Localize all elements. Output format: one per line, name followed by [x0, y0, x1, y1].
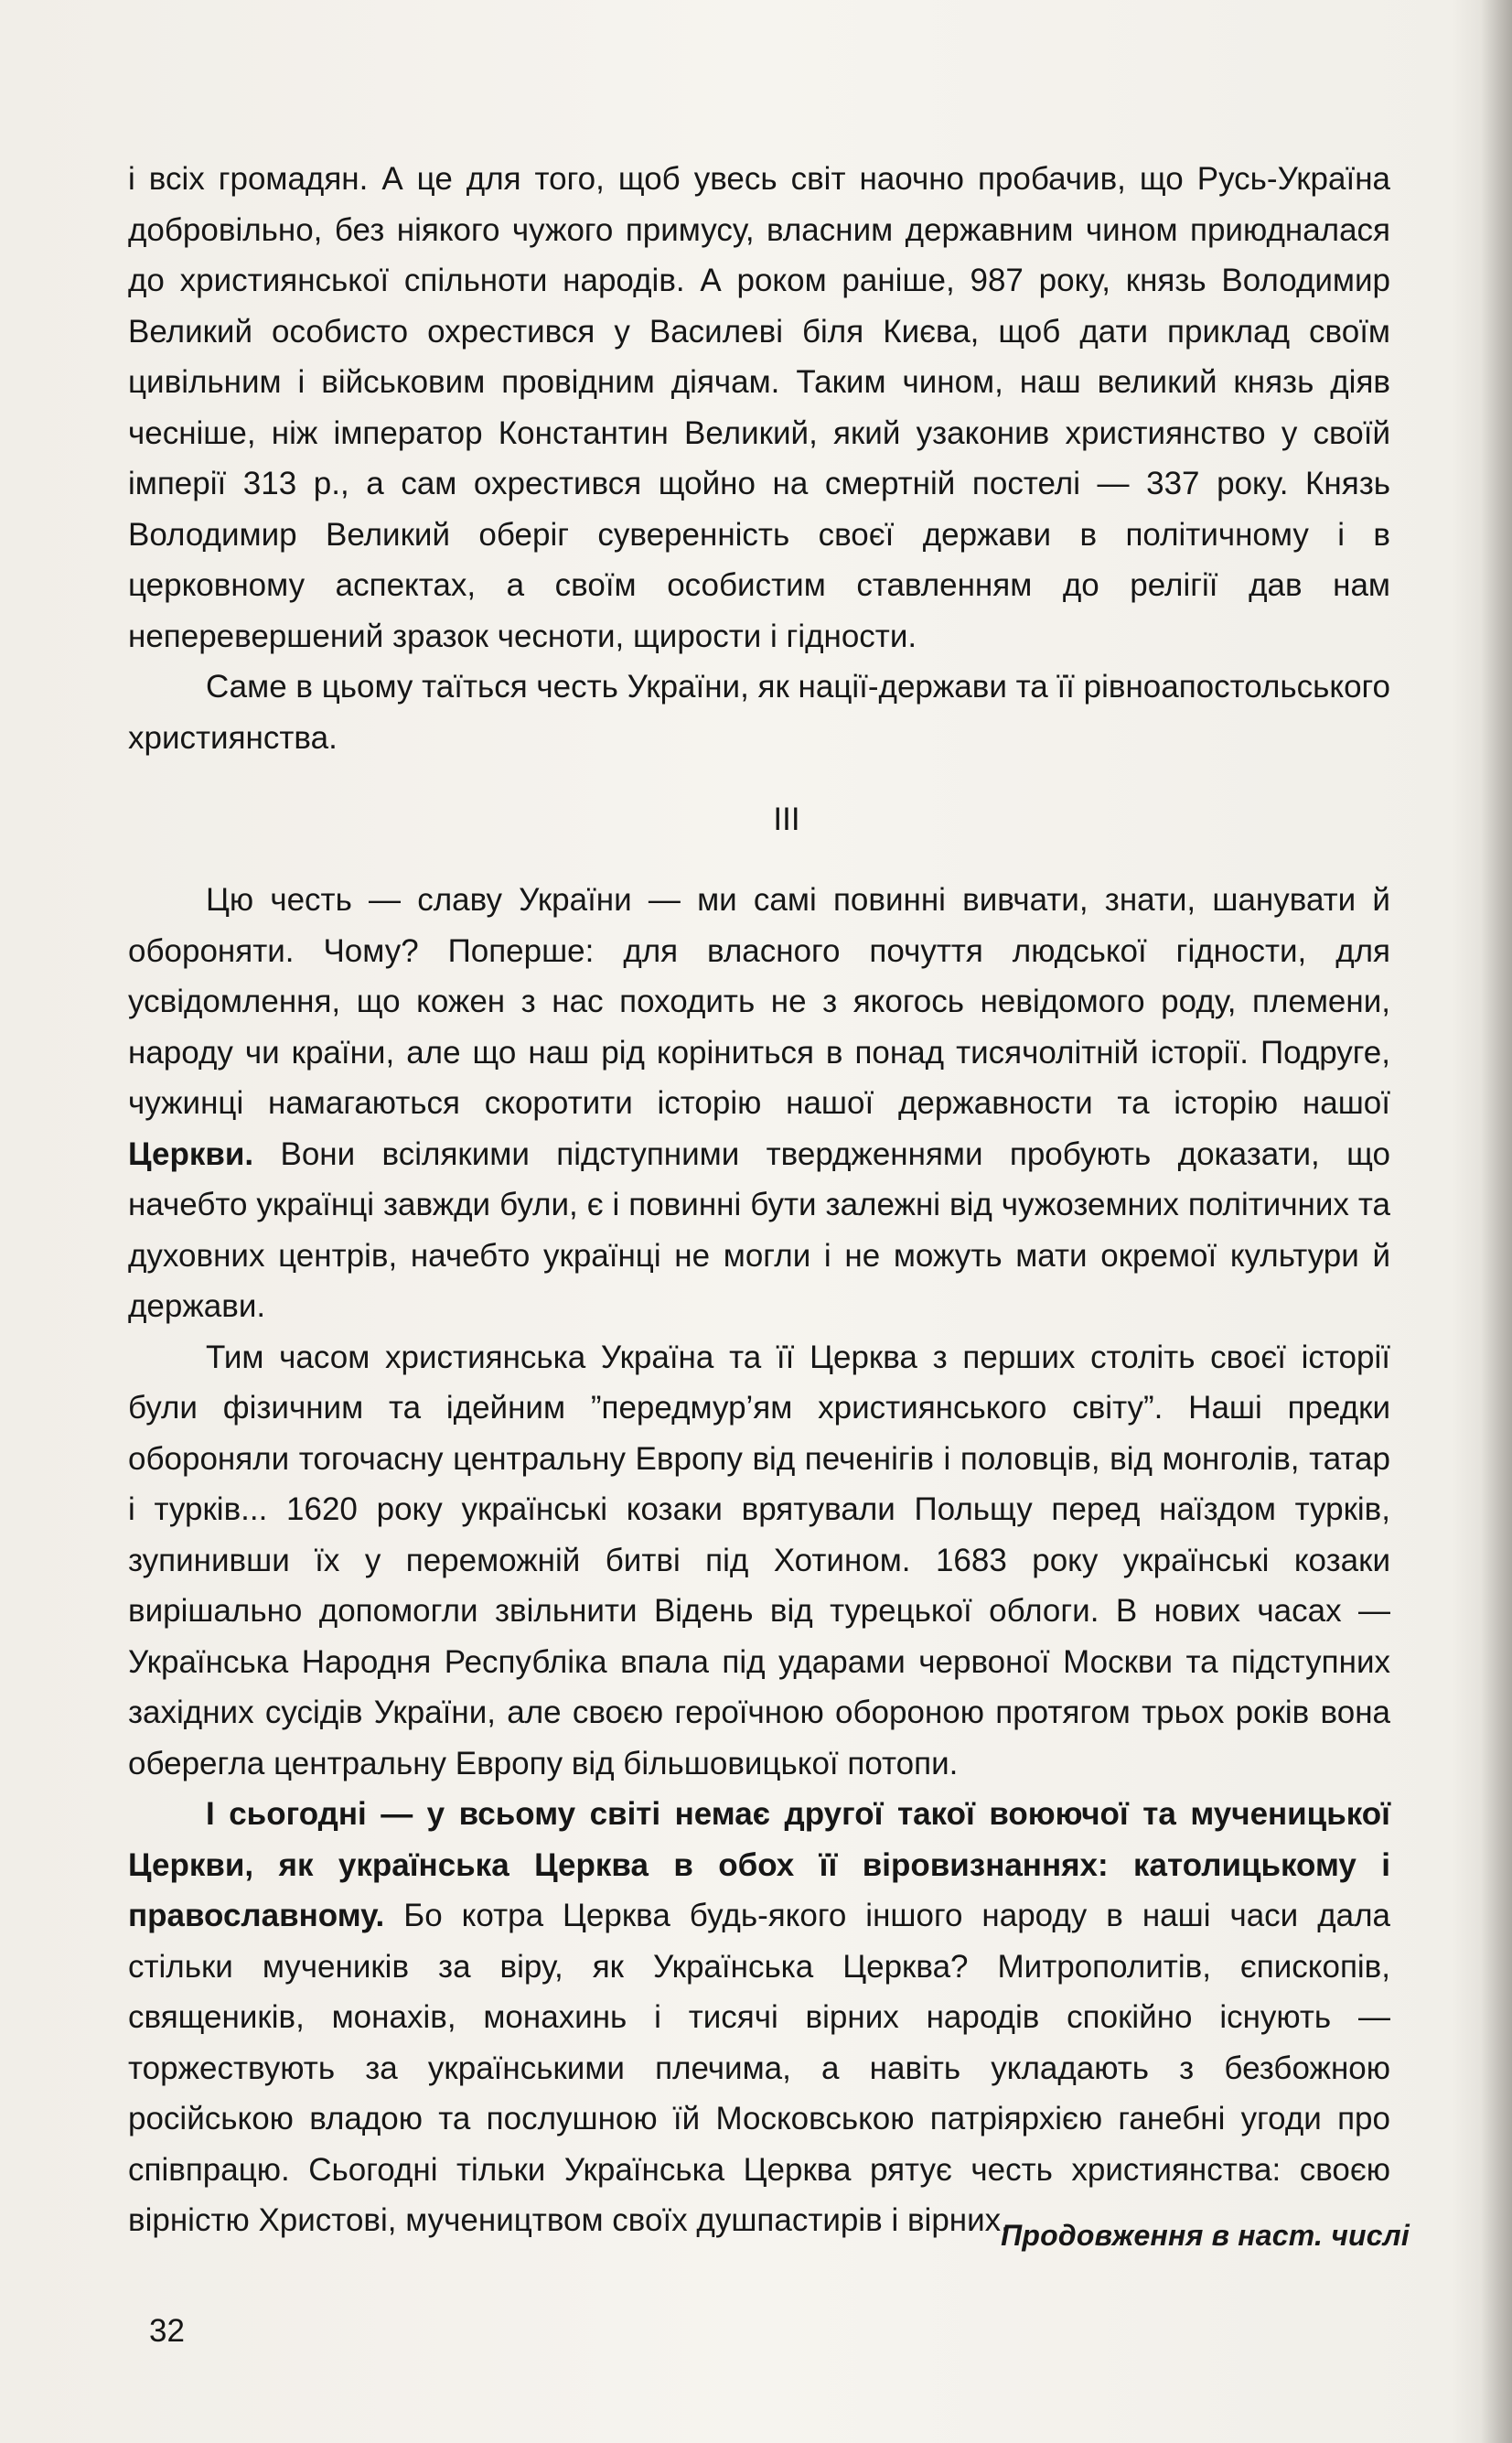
- paragraph-2: Саме в цьому таїться честь України, як нації-держави та її рівноапостольського християнства.: [128, 669, 1390, 756]
- paragraph-5: [128, 1789, 1390, 2246]
- paragraph-3-bold-word: Церкви.: [128, 1135, 254, 1172]
- article-body: [128, 154, 1390, 2246]
- paragraph-5-text: Бо котра Церква будь-якого іншого народу в наші часи дала стільки мучеників за віру, як Українська Церква? Митрополитів, єпископів, священиків, монахів, монахинь і тисячі вірних народів спокійно існують — торжествують за українськими плечима, а навіть укладають з безбожною російською владою та послушною їй Московською патріярхією ганебні угоди про співпрацю. Сьогодні тільки Українська Церква рятує честь християнства: своєю вірністю Христові, мучеництвом своїх душпастирів і вірних.: [128, 1898, 1390, 2238]
- continuation-note: Продовження в наст. числі: [1001, 2219, 1410, 2252]
- section-number: III: [773, 802, 800, 837]
- paragraph-3-text: Цю честь — славу України — ми самі повинні вивчати, знати, шанувати й обороняти. Чому? Поперше: для власного почуття людської гідности, для усвідомлення, що кожен з нас походить не з якогось невідомого роду, племени, народу чи країни, але що наш рід коріниться в понад тисячолітній історії. Подруге, чужинці намагаються скоротити історію нашої державности та історію нашої: [128, 882, 1390, 1121]
- paragraph-1: і всіх громадян. А це для того, щоб увесь світ наочно пробачив, що Русь-Україна добровільно, без ніякого чужого примусу, власним державним чином приюдналася до християнської спільноти народів. А роком раніше, 987 року, князь Володимир Великий особисто охрестився у Василеві біля Києва, щоб дати приклад своїм цивільним і військовим провідним діячам. Таким чином, наш великий князь діяв чесніше, ніж імператор Константин Великий, який узаконив християнство у своїй імперії 313 р., а сам охрестився щойно на смертній постелі — 337 року. Князь Володимир Великий оберіг суверенність своєї держави в політичному і в церковному аспектах, а своїм особистим ставленням до релігії дав нам неперевершений зразок чесноти, щирости і гідности.: [128, 161, 1390, 654]
- paragraph-5-bold-statement: І сьогодні — у всьому світі немає другої такої воюючої та мученицької Церкви, як українська Церква в обох її віровизнаннях: католицькому і православному.: [128, 1796, 1390, 1933]
- paragraph-4: Тим часом християнська Україна та її Церква з перших століть своєї історії були фізичним та ідейним ”передмур’ям християнського світу”. Наші предки обороняли тогочасну центральну Европу від печенігів і половців, від монголів, татар і турків... 1620 року українські козаки врятували Польщу перед наїздом турків, зупинивши їх у переможній битві під Хотином. 1683 року українські козаки вирішально допомогли звільнити Відень від турецької облоги. В нових часах — Українська Народня Республіка впала під ударами червоної Москви та підступних західних сусідів України, але своєю героїчною обороною протягом трьох років вона оберегла центральну Европу від більшовицької потопи.: [128, 1339, 1390, 1781]
- page-number: 32: [149, 2313, 185, 2349]
- paragraph-3-continued: Вони всілякими підступними твердженнями пробують доказати, що начебто українці завжди були, є і повинні бути залежні від чужоземних політичних та духовних центрів, начебто українці не могли і не можуть мати окремої культури й держави.: [128, 1135, 1390, 1324]
- page-edge-shadow: [1481, 0, 1512, 2443]
- paragraph-3: [128, 875, 1390, 1332]
